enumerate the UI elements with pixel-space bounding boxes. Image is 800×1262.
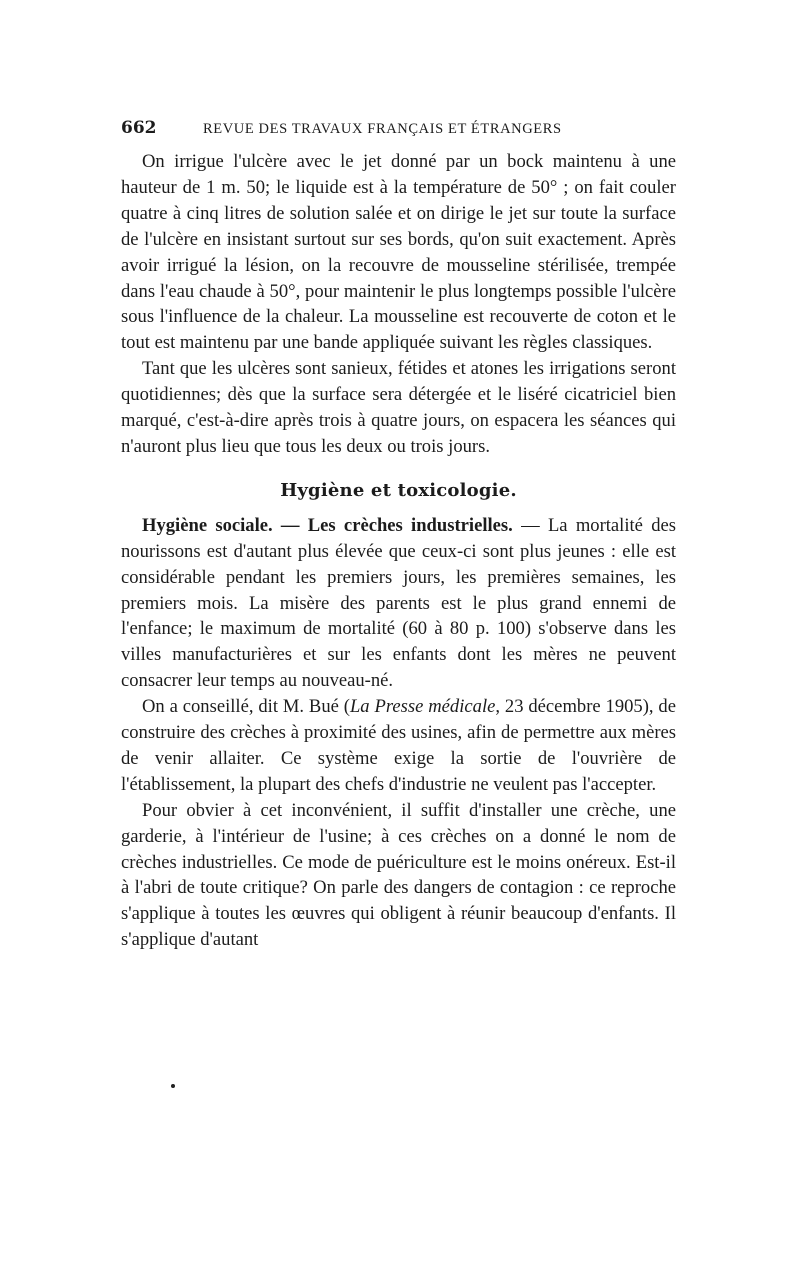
page-number: 662 xyxy=(121,118,157,138)
section-heading: Hygiène et toxicologie. xyxy=(280,479,517,501)
running-header xyxy=(121,118,676,146)
paragraph-industrial-creches: Pour obvier à cet inconvénient, il suffit d'installer une crèche, une garderie, à l'intérieur de l'usine; à ces crèches on a donné le nom de crèches industrielles. Ce mode de puériculture est le moins onéreux. Est-il à l'abri de toute critique? On parle des dangers de contagion : ce reproche s'applique à toutes les œuvres qui obligent à réunir beaucoup d'enfants. Il s'applique d'autant xyxy=(121,799,676,951)
body-text xyxy=(121,149,676,953)
subsection-title: Hygiène sociale. — Les crèches industrielles. xyxy=(142,514,513,536)
paragraph-bue-before: On a conseillé, dit M. Bué ( xyxy=(142,696,350,718)
paragraph-creches-intro-text: — La mortalité des nourissons est d'autant plus élevée que ceux-ci sont plus jeunes : elle est considérable pendant les premiers jours, les premières semaines, les premiers mois. La misère des parents est le plus grand ennemi de l'enfance; le maximum de mortalité (60 à 80 p. 100) s'observe dans les villes manufacturières et sur les enfants dont les mères ne peuvent consacrer leur temps au nouveau-né. xyxy=(121,514,676,692)
paragraph-bue xyxy=(121,694,676,798)
paragraph-creches-intro xyxy=(121,513,676,694)
journal-title: La Presse médicale xyxy=(349,696,496,718)
page xyxy=(121,118,676,953)
paragraph-bue-after: , 23 décembre 1905), de construire des crèches à proximité des usines, afin de permettre aux mères de venir allaiter. Ce système exige la sortie de l'ouvrière de l'établissement, la plupart des chefs d'industrie ne veulent pas l'accepter. xyxy=(121,696,676,795)
ink-dot xyxy=(171,1084,175,1088)
running-title: REVUE DES TRAVAUX FRANÇAIS ET ÉTRANGERS xyxy=(203,121,562,137)
paragraph-irrigation: On irrigue l'ulcère avec le jet donné par un bock maintenu à une hauteur de 1 m. 50; le liquide est à la température de 50° ; on fait couler quatre à cinq litres de solution salée et on dirige le jet sur toute la surface de l'ulcère en insistant surtout sur ses bords, qu'on suit exactement. Après avoir irrigué la lésion, on la recouvre de mousseline stérilisée, trempée dans l'eau chaude à 50°, pour maintenir le plus longtemps possible l'ulcère sous l'influence de la chaleur. La mousseline est recouverte de coton et le tout est maintenu par une bande appliquée suivant les règles classiques. xyxy=(121,151,676,354)
paragraph-frequency: Tant que les ulcères sont sanieux, fétides et atones les irrigations seront quotidiennes; dès que la surface sera détergée et le liséré cicatriciel bien marqué, c'est-à-dire après trois à quatre jours, on espacera les séances qui n'auront plus lieu que tous les deux ou trois jours. xyxy=(121,358,676,457)
